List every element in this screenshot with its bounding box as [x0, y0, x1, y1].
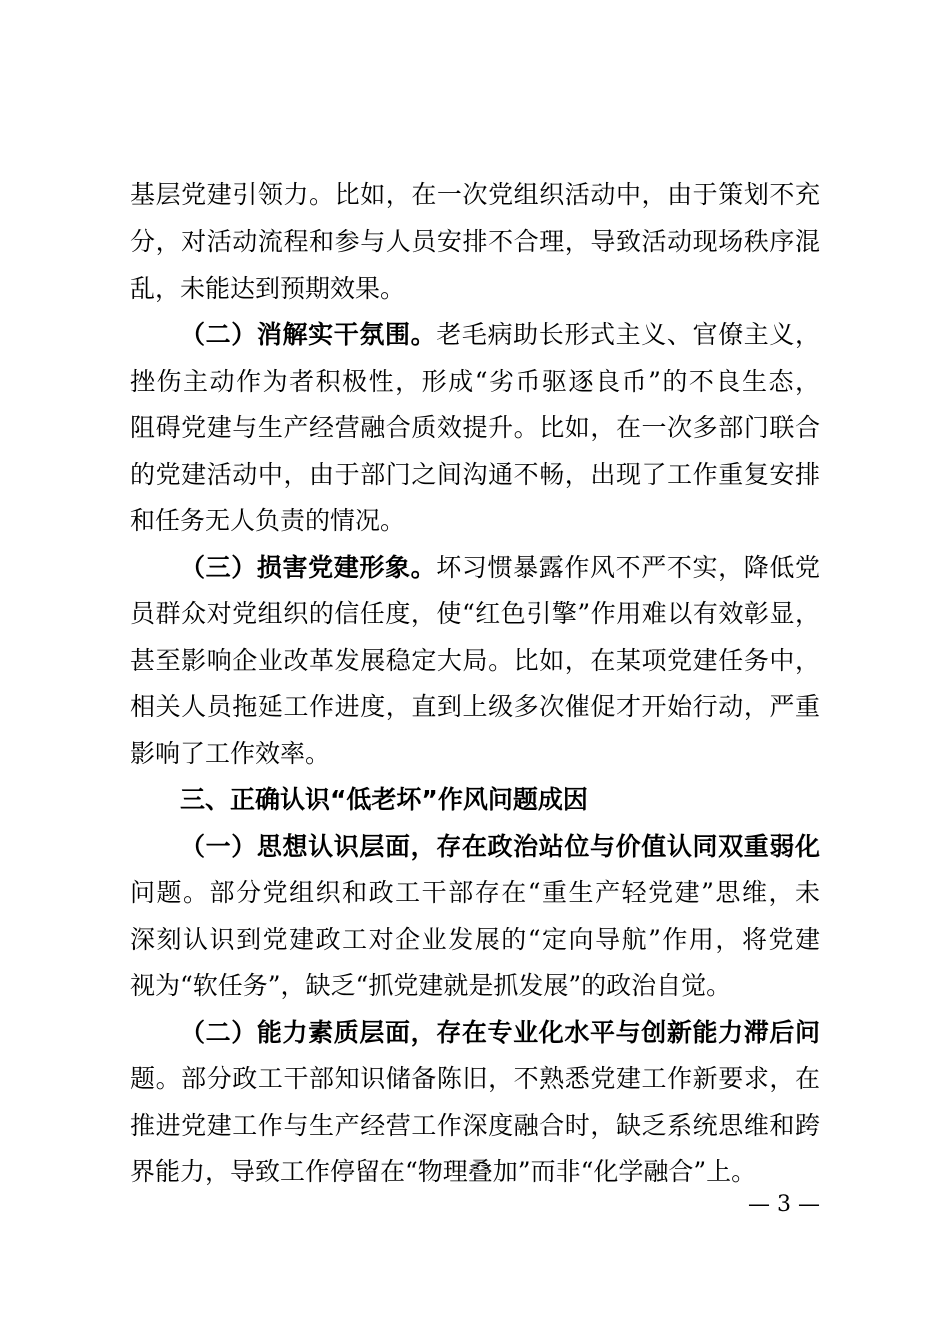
paragraph-5-line-3: 推进党建工作与生产经营工作深度融合时，缺乏系统思维和跨	[130, 1111, 820, 1140]
paragraph-1-line-3: 乱，未能达到预期效果。	[130, 274, 406, 303]
paragraph-2-bold-lead: （二）消解实干氛围。	[180, 320, 437, 349]
paragraph-1-line-1: 基层党建引领力。比如，在一次党组织活动中，由于策划不充	[130, 180, 820, 209]
paragraph-2-line-1-rest: 老毛病助长形式主义、官僚主义，	[436, 320, 820, 349]
paragraph-3-line-1	[180, 545, 820, 591]
paragraph-3-line-4: 相关人员拖延工作进度，直到上级多次催促才开始行动，严重	[130, 692, 820, 721]
paragraph-3-line-1-rest: 坏习惯暴露作风不严不实，降低党	[436, 553, 820, 582]
page-number: — 3 —	[748, 1192, 820, 1217]
paragraph-2-line-1	[180, 312, 820, 358]
section-heading: 三、正确认识“低老坏”作风问题成因	[180, 785, 588, 814]
paragraph-4-line-4: 视为“软任务”，缺乏“抓党建就是抓发展”的政治自觉。	[130, 971, 732, 1000]
paragraph-3-line-2: 员群众对党组织的信任度，使“红色引擎”作用难以有效彰显，	[130, 599, 820, 628]
paragraph-3-line-3: 甚至影响企业改革发展稳定大局。比如，在某项党建任务中，	[130, 646, 820, 675]
paragraph-4-line-2: 问题。部分党组织和政工干部存在“重生产轻党建”思维，未	[130, 878, 820, 907]
paragraph-2-line-3: 阻碍党建与生产经营融合质效提升。比如，在一次多部门联合	[130, 413, 820, 442]
paragraph-2-line-4: 的党建活动中，由于部门之间沟通不畅，出现了工作重复安排	[130, 460, 820, 489]
paragraph-5-line-4: 界能力，导致工作停留在“物理叠加”而非“化学融合”上。	[130, 1157, 757, 1186]
paragraph-4-bold-lead: （一）思想认识层面，存在政治站位与价值认同双重弱化	[180, 832, 820, 861]
paragraph-5-line-2: 题。部分政工干部知识储备陈旧，不熟悉党建工作新要求，在	[130, 1064, 820, 1093]
paragraph-3-line-5: 影响了工作效率。	[130, 739, 331, 768]
paragraph-4-line-3: 深刻认识到党建政工对企业发展的“定向导航”作用，将党建	[130, 925, 820, 954]
paragraph-2-line-2: 挫伤主动作为者积极性，形成“劣币驱逐良币”的不良生态，	[130, 367, 820, 396]
paragraph-2-line-5: 和任务无人负责的情况。	[130, 506, 406, 535]
paragraph-5-bold-lead: （二）能力素质层面，存在专业化水平与创新能力滞后问	[180, 1018, 820, 1047]
paragraph-1-line-2: 分，对活动流程和参与人员安排不合理，导致活动现场秩序混	[130, 227, 820, 256]
paragraph-3-bold-lead: （三）损害党建形象。	[180, 553, 437, 582]
